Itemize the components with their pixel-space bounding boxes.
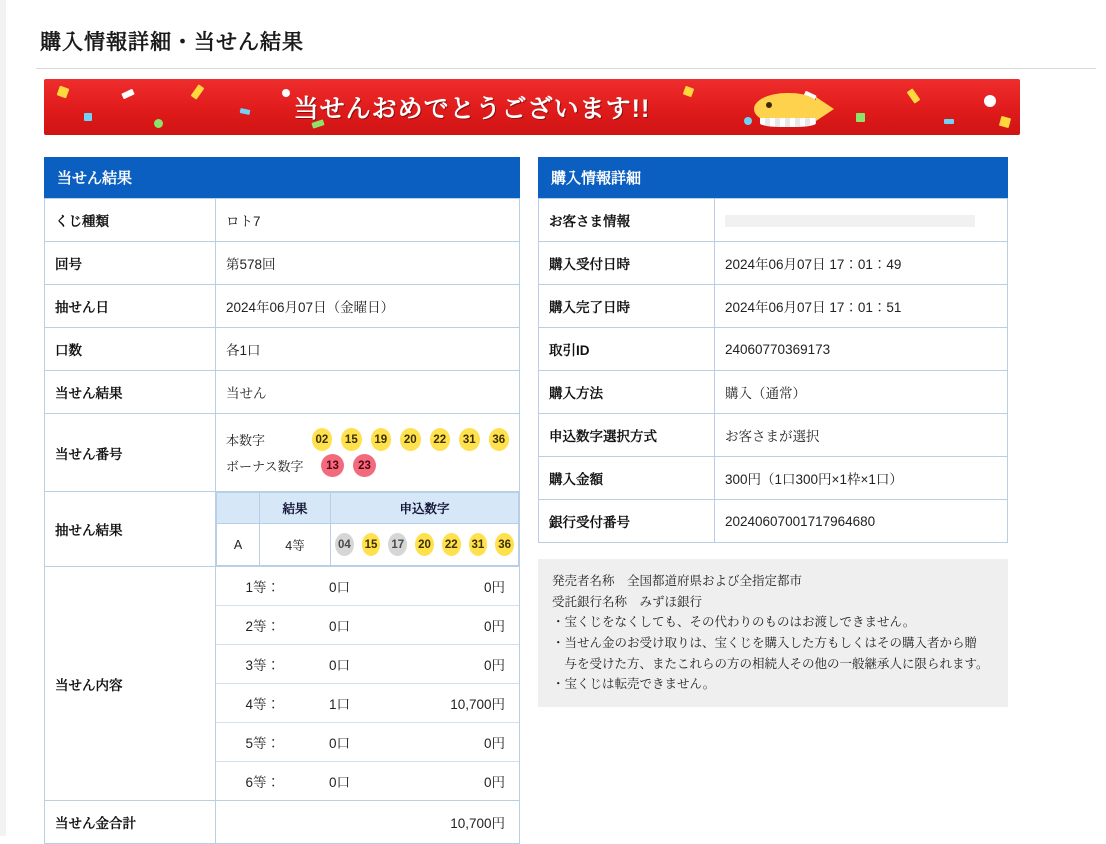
table-row-prize-detail xyxy=(45,567,520,801)
row-label: 購入受付日時 xyxy=(539,242,715,285)
row-value: 2024年06月07日 17：01：51 xyxy=(715,285,1008,328)
row-label: 当せん番号 xyxy=(45,414,216,492)
table-row-total xyxy=(45,801,520,844)
prize-amount: 0円 xyxy=(483,658,505,673)
prize-rank: 3等： xyxy=(245,658,280,673)
row-label: お客さま情報 xyxy=(539,199,715,242)
applied-number-ball: 17 xyxy=(388,533,407,556)
table-header-row xyxy=(217,493,519,524)
table-row xyxy=(539,457,1008,500)
draw-row-rank: 4等 xyxy=(260,524,331,566)
number-ball: 19 xyxy=(371,428,391,451)
row-value: 各1口 xyxy=(216,328,520,371)
row-value: 購入（通常） xyxy=(715,371,1008,414)
masked-value xyxy=(725,215,975,227)
table-row xyxy=(539,371,1008,414)
bonus-numbers-label: ボーナス数字 xyxy=(226,459,304,474)
number-ball: 20 xyxy=(400,428,420,451)
row-label: 抽せん日 xyxy=(45,285,216,328)
purchase-detail-heading: 購入情報詳細 xyxy=(538,157,1008,198)
table-row xyxy=(539,285,1008,328)
winning-result-table xyxy=(44,198,520,844)
row-label: 抽せん結果 xyxy=(45,492,216,567)
col-head-applied-numbers: 申込数字 xyxy=(331,493,519,524)
bonus-number-ball: 13 xyxy=(321,454,344,477)
row-label: 購入金額 xyxy=(539,457,715,500)
row-label: 購入方法 xyxy=(539,371,715,414)
table-row xyxy=(45,371,520,414)
row-value: お客さまが選択 xyxy=(715,414,1008,457)
page-title: 購入情報詳細・当せん結果 xyxy=(40,31,304,54)
prize-amount: 10,700円 xyxy=(450,697,505,712)
row-value: 当せん xyxy=(216,371,520,414)
winning-result-heading: 当せん結果 xyxy=(44,157,520,198)
list-item xyxy=(216,567,519,606)
applied-number-ball: 36 xyxy=(495,533,514,556)
prize-rank: 5等： xyxy=(245,736,280,751)
number-ball: 36 xyxy=(489,428,509,451)
prize-amount: 0円 xyxy=(483,619,505,634)
draw-row-id: A xyxy=(217,524,260,566)
note-line: 発売者名称 全国都道府県および全指定都市 xyxy=(552,574,803,588)
prize-rank: 6等： xyxy=(245,775,280,790)
note-line: ・宝くじをなくしても、その代わりのものはお渡しできません。 xyxy=(552,615,916,630)
applied-numbers-cell xyxy=(331,524,519,566)
applied-number-ball: 20 xyxy=(415,533,434,556)
total-value: 10,700円 xyxy=(216,801,520,844)
list-item xyxy=(216,762,519,800)
note-line: ・当せん金のお受け取りは、宝くじを購入した方もしくはその購入者から贈 xyxy=(552,635,978,650)
row-label: 当せん内容 xyxy=(45,567,216,801)
list-item xyxy=(216,645,519,684)
table-row xyxy=(539,414,1008,457)
draw-result-cell xyxy=(216,492,520,567)
applied-number-ball: 31 xyxy=(469,533,488,556)
row-value-masked xyxy=(715,199,1008,242)
applied-number-ball: 04 xyxy=(335,533,354,556)
row-label: 取引ID xyxy=(539,328,715,371)
row-value: 2024年06月07日 17：01：49 xyxy=(715,242,1008,285)
col-head-result: 結果 xyxy=(260,493,331,524)
table-row xyxy=(217,524,519,566)
main-numbers-row xyxy=(226,428,509,451)
bonus-number-ball: 23 xyxy=(353,454,376,477)
prize-rank: 2等： xyxy=(245,619,280,634)
row-label: くじ種類 xyxy=(45,199,216,242)
table-row xyxy=(539,328,1008,371)
list-item xyxy=(216,684,519,723)
prize-amount: 0円 xyxy=(483,775,505,790)
table-row xyxy=(45,242,520,285)
table-row xyxy=(45,199,520,242)
note-line: ・宝くじは転売できません。 xyxy=(552,677,716,692)
table-row-draw-result xyxy=(45,492,520,567)
row-value: ロト7 xyxy=(216,199,520,242)
table-row xyxy=(45,328,520,371)
note-line: 受託銀行名称 みずほ銀行 xyxy=(552,594,703,609)
row-value: 2024年06月07日（金曜日） xyxy=(216,285,520,328)
total-label: 当せん金合計 xyxy=(45,801,216,844)
prize-count: 0口 xyxy=(328,580,350,595)
title-divider xyxy=(36,68,1096,69)
draw-result-table xyxy=(216,492,519,566)
purchase-detail-table xyxy=(538,198,1008,543)
prize-count: 0口 xyxy=(328,736,350,751)
table-row-winning-numbers xyxy=(45,414,520,492)
banner-text: 当せんおめでとうございます!! xyxy=(293,95,651,123)
purchase-detail-panel xyxy=(538,157,1008,707)
congratulations-banner xyxy=(44,79,1020,135)
row-label: 口数 xyxy=(45,328,216,371)
bonus-numbers-row xyxy=(226,454,509,477)
table-row xyxy=(539,500,1008,543)
number-ball: 22 xyxy=(430,428,450,451)
prize-count: 1口 xyxy=(328,697,350,712)
row-value: 第578回 xyxy=(216,242,520,285)
prize-rank: 4等： xyxy=(245,697,280,712)
note-line: 与を受けた方、またこれらの方の相続人その他の一般継承人に限られます。 xyxy=(552,656,989,671)
main-numbers-label: 本数字 xyxy=(226,433,266,448)
prize-list xyxy=(216,567,519,800)
row-label: 購入完了日時 xyxy=(539,285,715,328)
legal-notes xyxy=(538,559,1008,707)
row-value: 20240607001717964680 xyxy=(715,500,1008,543)
table-row xyxy=(45,285,520,328)
row-label: 銀行受付番号 xyxy=(539,500,715,543)
row-value: 300円（1口300円×1枠×1口） xyxy=(715,457,1008,500)
prize-count: 0口 xyxy=(328,658,350,673)
row-label: 当せん結果 xyxy=(45,371,216,414)
winning-result-panel xyxy=(44,157,520,844)
row-label: 申込数字選択方式 xyxy=(539,414,715,457)
list-item xyxy=(216,723,519,762)
row-label: 回号 xyxy=(45,242,216,285)
table-row xyxy=(539,242,1008,285)
content-columns xyxy=(44,157,1106,844)
number-ball: 02 xyxy=(312,428,332,451)
prize-detail-cell xyxy=(216,567,520,801)
applied-number-ball: 15 xyxy=(362,533,381,556)
col-head-blank xyxy=(217,493,260,524)
list-item xyxy=(216,606,519,645)
number-ball: 15 xyxy=(341,428,361,451)
applied-number-ball: 22 xyxy=(442,533,461,556)
prize-amount: 0円 xyxy=(483,580,505,595)
prize-rank: 1等： xyxy=(245,580,280,595)
number-ball: 31 xyxy=(459,428,479,451)
winning-numbers-cell xyxy=(216,414,520,492)
prize-count: 0口 xyxy=(328,775,350,790)
row-value: 24060770369173 xyxy=(715,328,1008,371)
prize-count: 0口 xyxy=(328,619,350,634)
table-row xyxy=(539,199,1008,242)
prize-amount: 0円 xyxy=(483,736,505,751)
applied-numbers-row xyxy=(335,533,514,556)
